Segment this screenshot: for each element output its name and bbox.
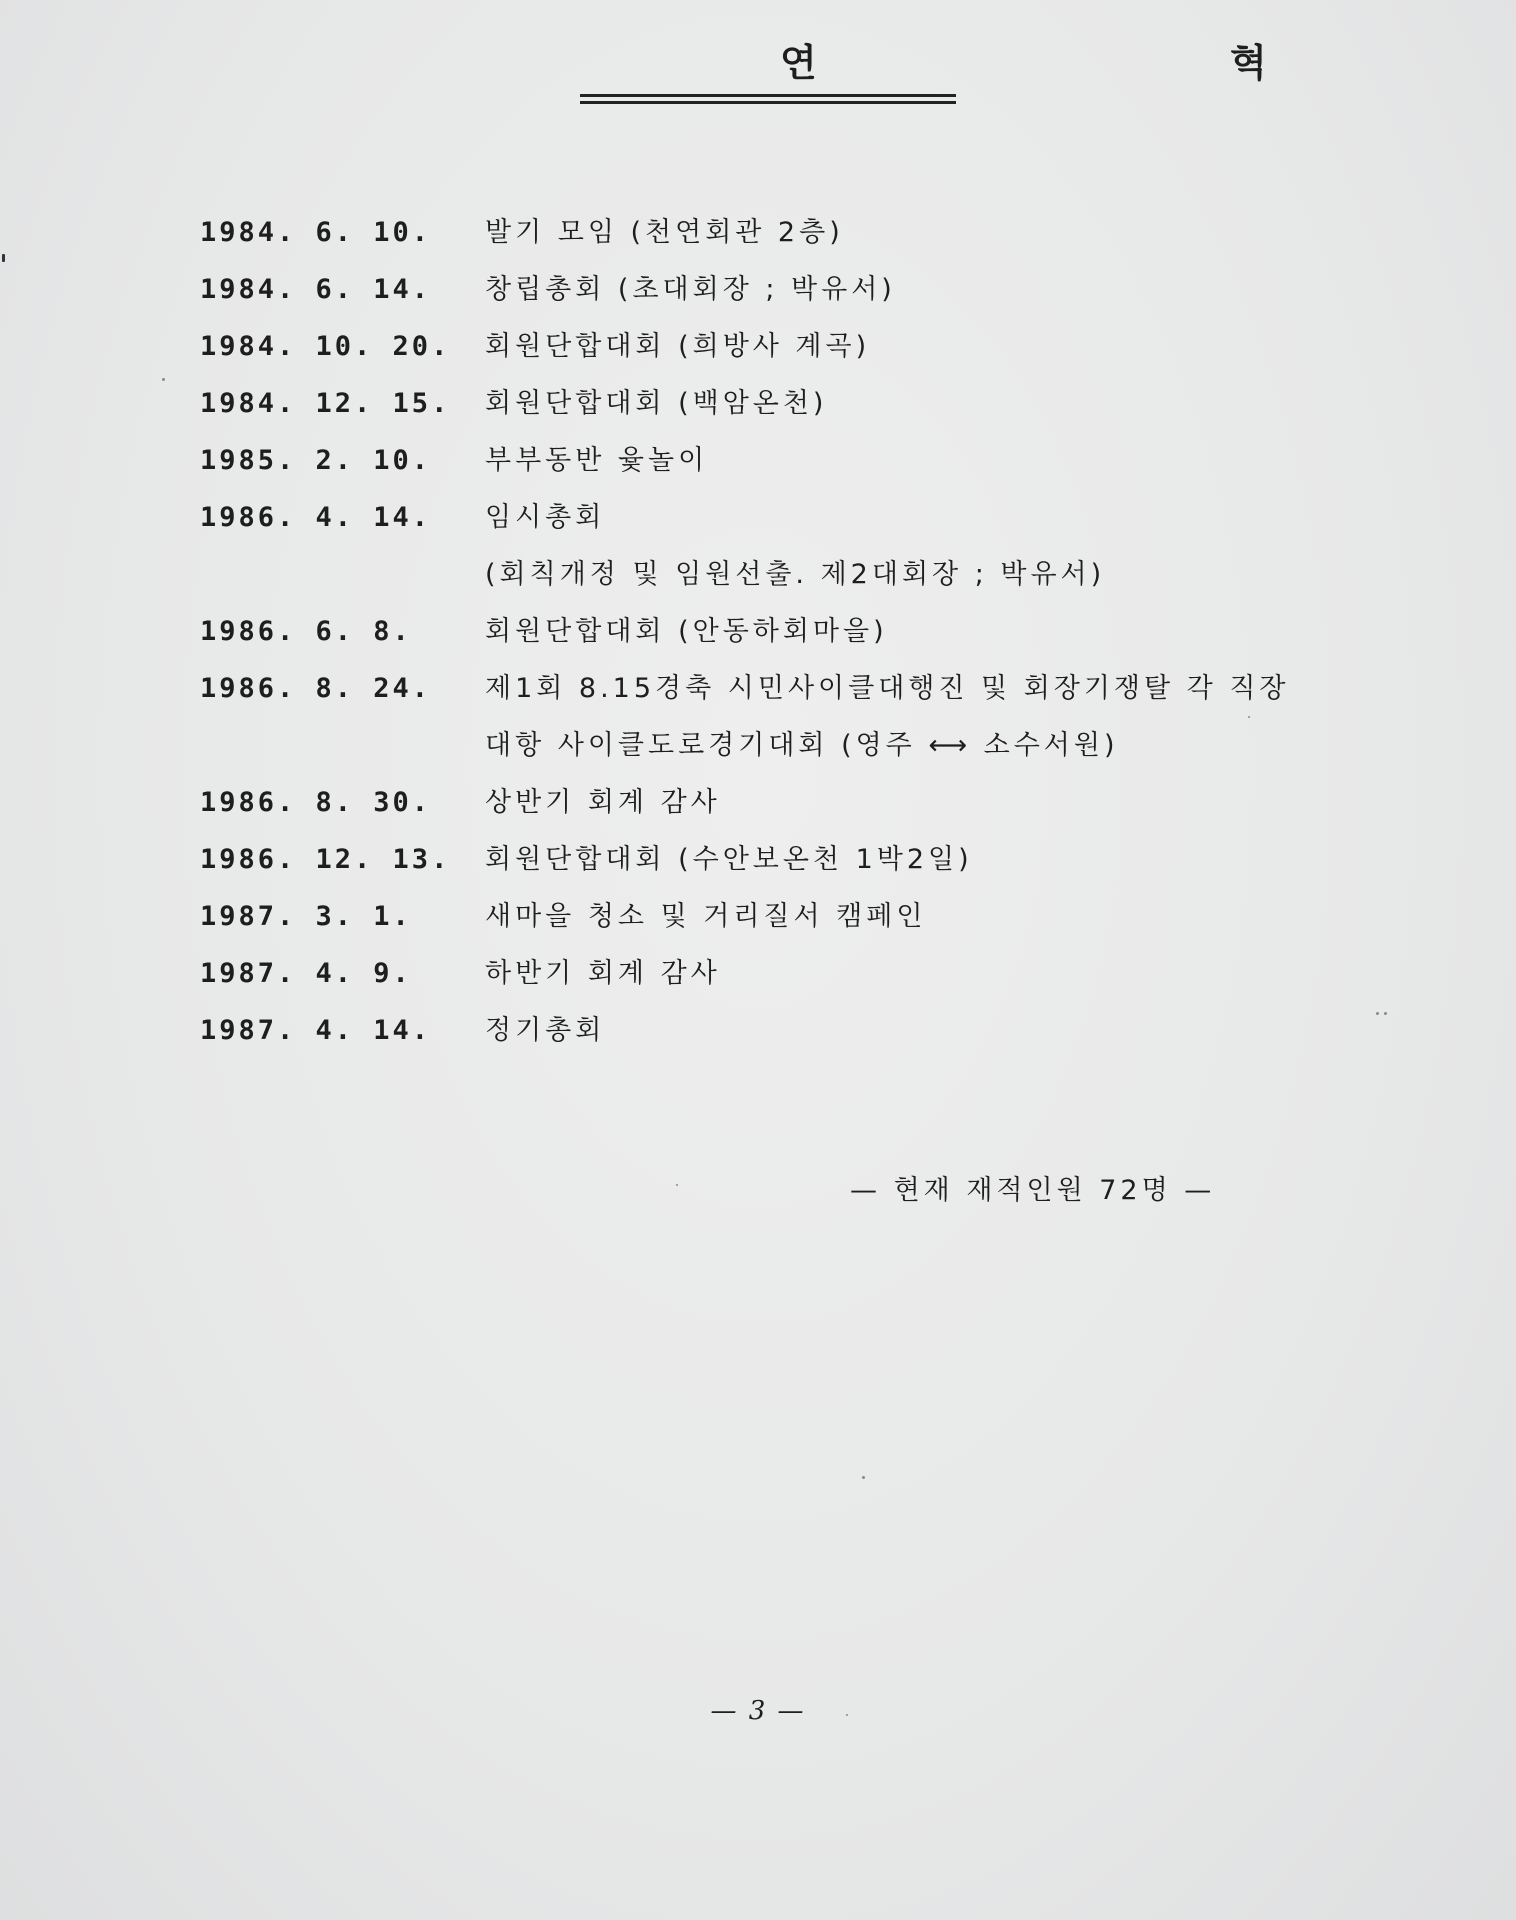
- title-text: 연 혁: [780, 41, 1467, 85]
- member-count-summary: — 현재 재적인원 72명 —: [850, 1175, 1216, 1206]
- entry-date: 1987. 3. 1.: [200, 901, 412, 932]
- entry-date: 1987. 4. 14.: [200, 1015, 432, 1046]
- history-entry: [200, 888, 1400, 945]
- entry-description: 임시총회: [485, 502, 606, 533]
- history-entry: [200, 432, 1400, 489]
- entry-description: 새마을 청소 및 거리질서 캠페인: [485, 901, 927, 932]
- document-title: [580, 38, 1467, 98]
- history-entry: [200, 831, 1400, 888]
- history-list: [200, 204, 1400, 1059]
- entry-date: 1986. 8. 24.: [200, 673, 432, 704]
- history-entry: [200, 1002, 1400, 1059]
- entry-description: 회원단합대회 (안동하회마을): [485, 616, 888, 647]
- scan-speck: [846, 1714, 848, 1716]
- history-entry: [200, 603, 1400, 660]
- scan-speck: [2, 254, 5, 262]
- entry-date: 1986. 4. 14.: [200, 502, 432, 533]
- history-entry-continuation: [200, 717, 1400, 774]
- history-entry: [200, 489, 1400, 546]
- entry-description: 대항 사이클도로경기대회 (영주 ⟷ 소수서원): [485, 730, 1119, 761]
- scan-speck: [162, 378, 165, 381]
- entry-description: 상반기 회계 감사: [485, 787, 721, 818]
- scan-speck: [1384, 1012, 1387, 1015]
- entry-description: 회원단합대회 (희방사 계곡): [485, 331, 871, 362]
- entry-description: 부부동반 윷놀이: [485, 445, 709, 476]
- history-entry: [200, 774, 1400, 831]
- entry-description: 정기총회: [485, 1015, 606, 1046]
- history-entry: [200, 261, 1400, 318]
- entry-description: 발기 모임 (천연회관 2층): [485, 217, 844, 248]
- entry-date: 1986. 6. 8.: [200, 616, 412, 647]
- entry-date: 1984. 12. 15.: [200, 388, 451, 419]
- entry-date: 1984. 6. 14.: [200, 274, 432, 305]
- scan-speck: [1376, 1012, 1379, 1015]
- history-entry-continuation: [200, 546, 1400, 603]
- history-entry: [200, 375, 1400, 432]
- entry-date: 1986. 12. 13.: [200, 844, 451, 875]
- entry-description: 회원단합대회 (수안보온천 1박2일): [485, 844, 973, 875]
- entry-date: 1986. 8. 30.: [200, 787, 432, 818]
- scan-speck: [862, 1476, 865, 1479]
- scan-speck: [1248, 716, 1250, 718]
- entry-description: (회칙개정 및 임원선출. 제2대회장 ; 박유서): [485, 559, 1106, 590]
- history-entry: [200, 318, 1400, 375]
- scan-speck: [676, 1184, 678, 1186]
- entry-date: 1987. 4. 9.: [200, 958, 412, 989]
- entry-date: 1984. 10. 20.: [200, 331, 451, 362]
- entry-description: 회원단합대회 (백암온천): [485, 388, 828, 419]
- entry-date: 1984. 6. 10.: [200, 217, 432, 248]
- title-double-underline: [580, 94, 956, 104]
- entry-description: 하반기 회계 감사: [485, 958, 721, 989]
- entry-description: 창립총회 (초대회장 ; 박유서): [485, 274, 896, 305]
- history-entry: [200, 660, 1400, 717]
- entry-description: 제1회 8.15경축 시민사이클대행진 및 회장기쟁탈 각 직장: [485, 673, 1290, 704]
- history-entry: [200, 945, 1400, 1002]
- entry-date: 1985. 2. 10.: [200, 445, 432, 476]
- page-number: — 3 —: [710, 1696, 806, 1726]
- history-entry: [200, 204, 1400, 261]
